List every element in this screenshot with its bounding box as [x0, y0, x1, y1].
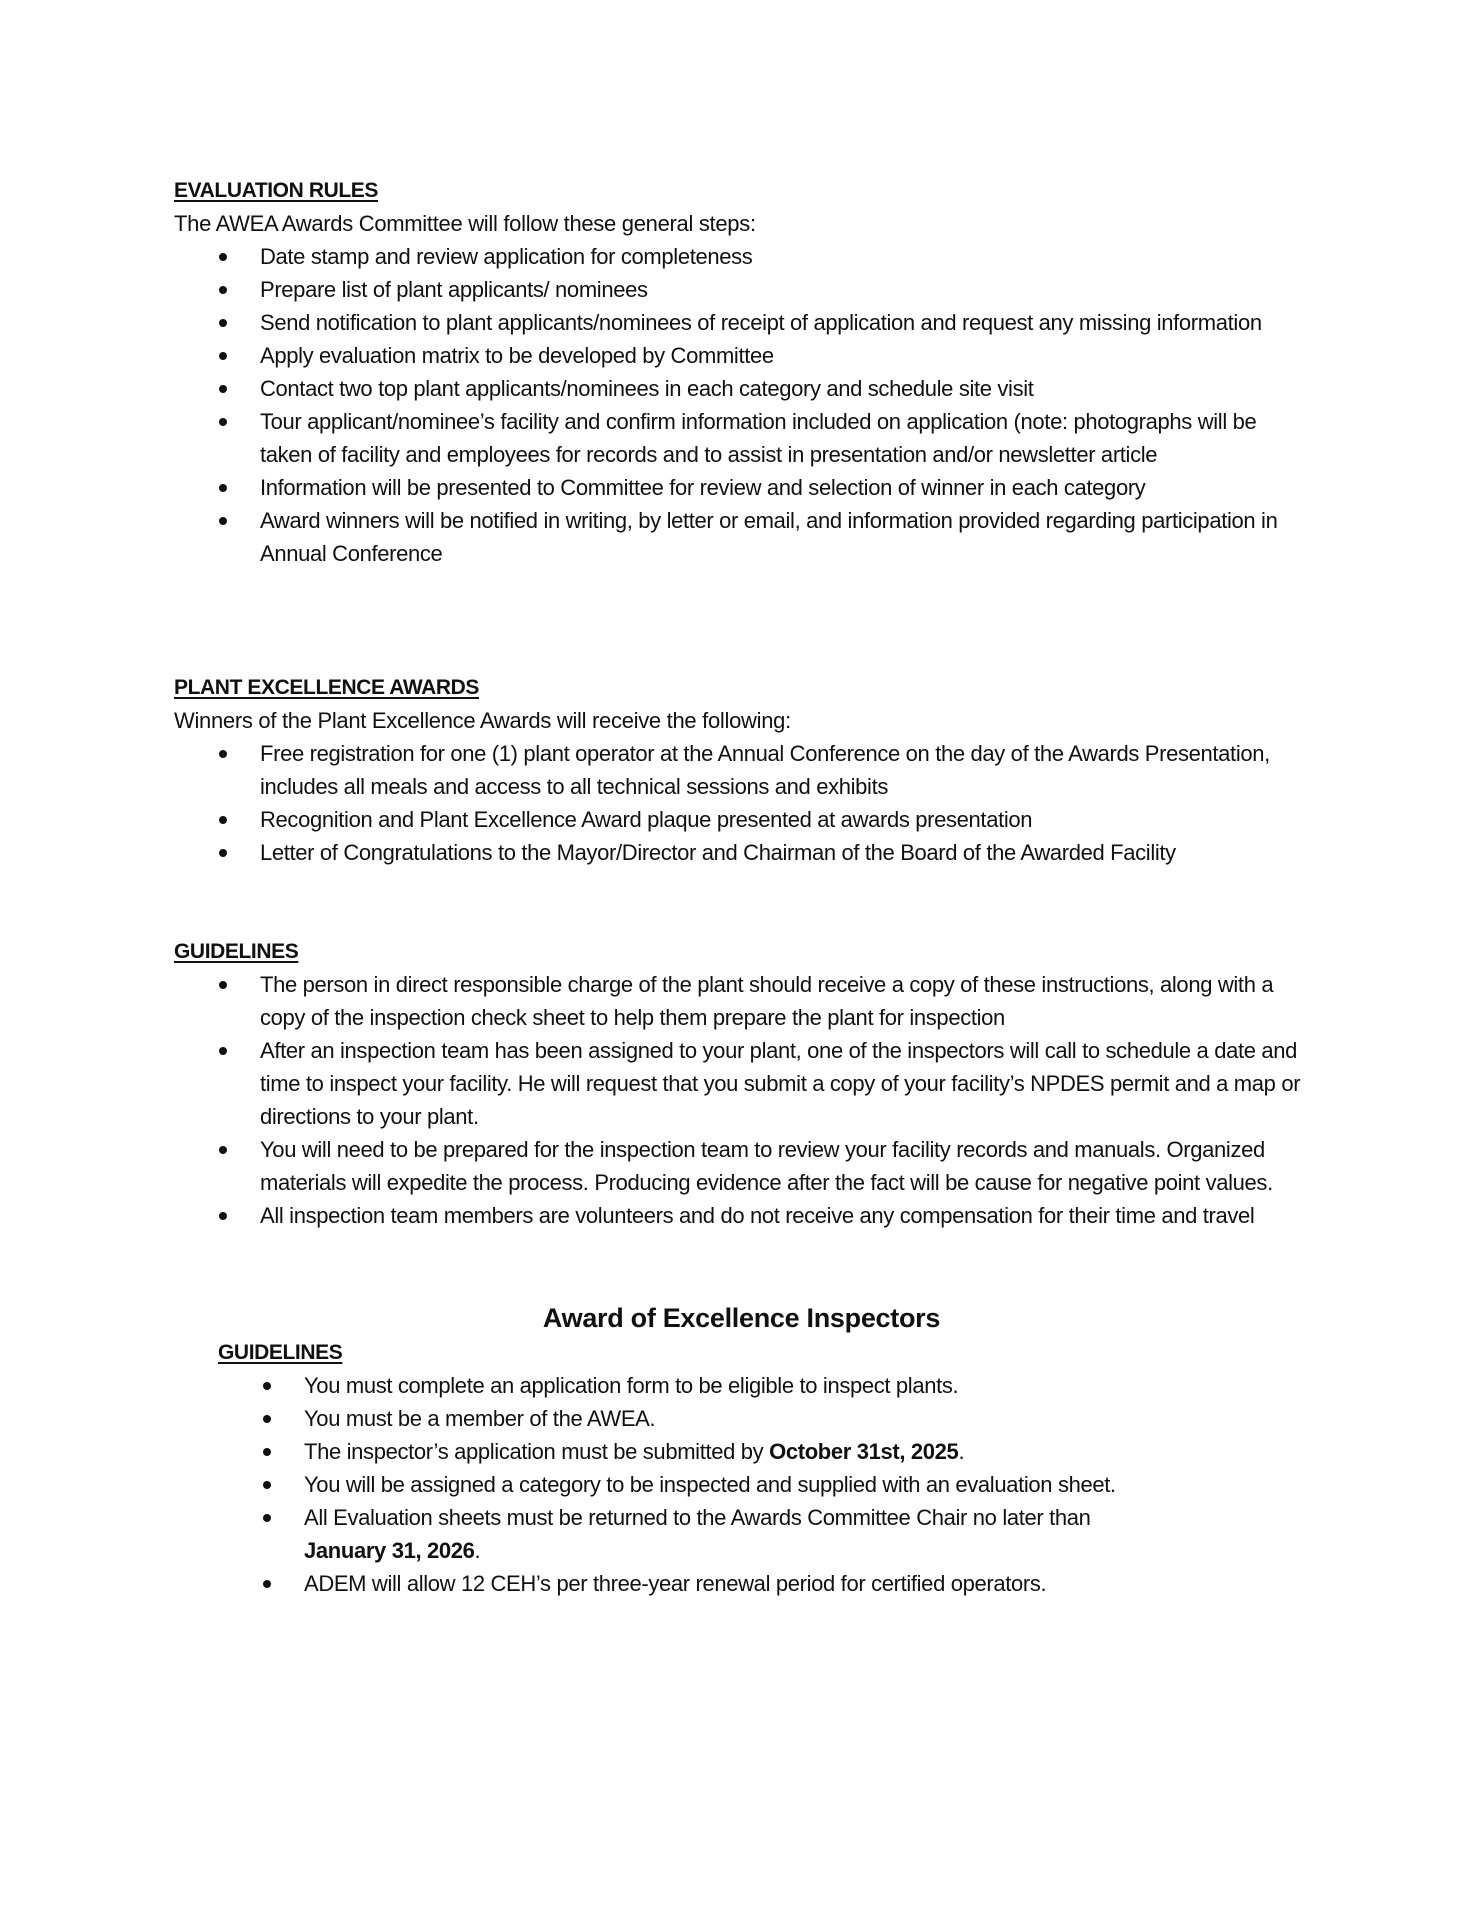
bullet-icon [219, 1212, 227, 1220]
section-intro: Winners of the Plant Excellence Awards will receive the following: [174, 708, 791, 733]
section-heading: GUIDELINES [174, 940, 299, 963]
list-item: The inspector’s application must be submitted by October 31st, 2025. [218, 1435, 1358, 1468]
plant-excellence-awards-section [174, 671, 1314, 869]
list-item: Tour applicant/nominee’s facility and confirm information included on application (note: photographs will be taken of facility and employees for records and to assist in presentation and/or newsletter article [174, 405, 1314, 471]
evaluation-rules-section [174, 174, 1314, 570]
section-heading: PLANT EXCELLENCE AWARDS [174, 676, 480, 699]
list-item: All Evaluation sheets must be returned to the Awards Committee Chair no later than January 31, 2026. [218, 1501, 1358, 1567]
evaluation-steps-list [174, 240, 1314, 570]
list-item: Prepare list of plant applicants/ nominees [174, 273, 1314, 306]
list-item: Date stamp and review application for completeness [174, 240, 1314, 273]
section-heading: EVALUATION RULES [174, 179, 378, 202]
inspector-guidelines-list [218, 1369, 1358, 1600]
list-item: Recognition and Plant Excellence Award plaque presented at awards presentation [174, 803, 1314, 836]
bullet-icon [219, 385, 227, 393]
list-item: You must be a member of the AWEA. [218, 1402, 1358, 1435]
bullet-icon [263, 1514, 271, 1522]
bullet-icon [219, 981, 227, 989]
guidelines-section [174, 935, 1314, 1232]
list-item: You will need to be prepared for the inspection team to review your facility records and manuals. Organized materials will expedite the process. Producing evidence after the fact will be cause for negative point values. [174, 1133, 1314, 1199]
list-item: You must complete an application form to be eligible to inspect plants. [218, 1369, 1358, 1402]
bullet-icon [263, 1415, 271, 1423]
return-deadline-date: January 31, 2026 [304, 1538, 475, 1563]
bullet-icon [219, 352, 227, 360]
section-heading: GUIDELINES [218, 1341, 343, 1364]
deadline-date: October 31st, 2025 [769, 1439, 959, 1464]
inspectors-title: Award of Excellence Inspectors [542, 1303, 941, 1333]
bullet-icon [219, 849, 227, 857]
list-item: Letter of Congratulations to the Mayor/Director and Chairman of the Board of the Awarded Facility [174, 836, 1314, 869]
bullet-icon [219, 1047, 227, 1055]
guidelines-list [174, 968, 1314, 1232]
section-intro: The AWEA Awards Committee will follow these general steps: [174, 211, 756, 236]
bullet-icon [219, 319, 227, 327]
bullet-icon [219, 418, 227, 426]
list-item: Contact two top plant applicants/nominees in each category and schedule site visit [174, 372, 1314, 405]
list-item: After an inspection team has been assigned to your plant, one of the inspectors will call to schedule a date and time to inspect your facility. He will request that you submit a copy of your facility’s NPDES permit and a map or directions to your plant. [174, 1034, 1314, 1133]
bullet-icon [219, 750, 227, 758]
bullet-icon [219, 517, 227, 525]
bullet-icon [219, 1146, 227, 1154]
list-item: Information will be presented to Committee for review and selection of winner in each category [174, 471, 1314, 504]
bullet-icon [219, 484, 227, 492]
list-item: Free registration for one (1) plant operator at the Annual Conference on the day of the Awards Presentation, includes all meals and access to all technical sessions and exhibits [174, 737, 1314, 803]
bullet-icon [263, 1481, 271, 1489]
bullet-icon [263, 1382, 271, 1390]
list-item: ADEM will allow 12 CEH’s per three-year renewal period for certified operators. [218, 1567, 1358, 1600]
list-item: The person in direct responsible charge of the plant should receive a copy of these instructions, along with a copy of the inspection check sheet to help them prepare the plant for inspection [174, 968, 1314, 1034]
bullet-icon [263, 1448, 271, 1456]
list-item: You will be assigned a category to be inspected and supplied with an evaluation sheet. [218, 1468, 1358, 1501]
list-item: All inspection team members are volunteers and do not receive any compensation for their time and travel [174, 1199, 1314, 1232]
bullet-icon [263, 1580, 271, 1588]
bullet-icon [219, 816, 227, 824]
bullet-icon [219, 286, 227, 294]
list-item: Apply evaluation matrix to be developed by Committee [174, 339, 1314, 372]
list-item: Send notification to plant applicants/nominees of receipt of application and request any missing information [174, 306, 1314, 339]
awards-list [174, 737, 1314, 869]
bullet-icon [219, 253, 227, 261]
list-item: Award winners will be notified in writing, by letter or email, and information provided regarding participation in Annual Conference [174, 504, 1314, 570]
inspector-guidelines-section [218, 1336, 1358, 1600]
